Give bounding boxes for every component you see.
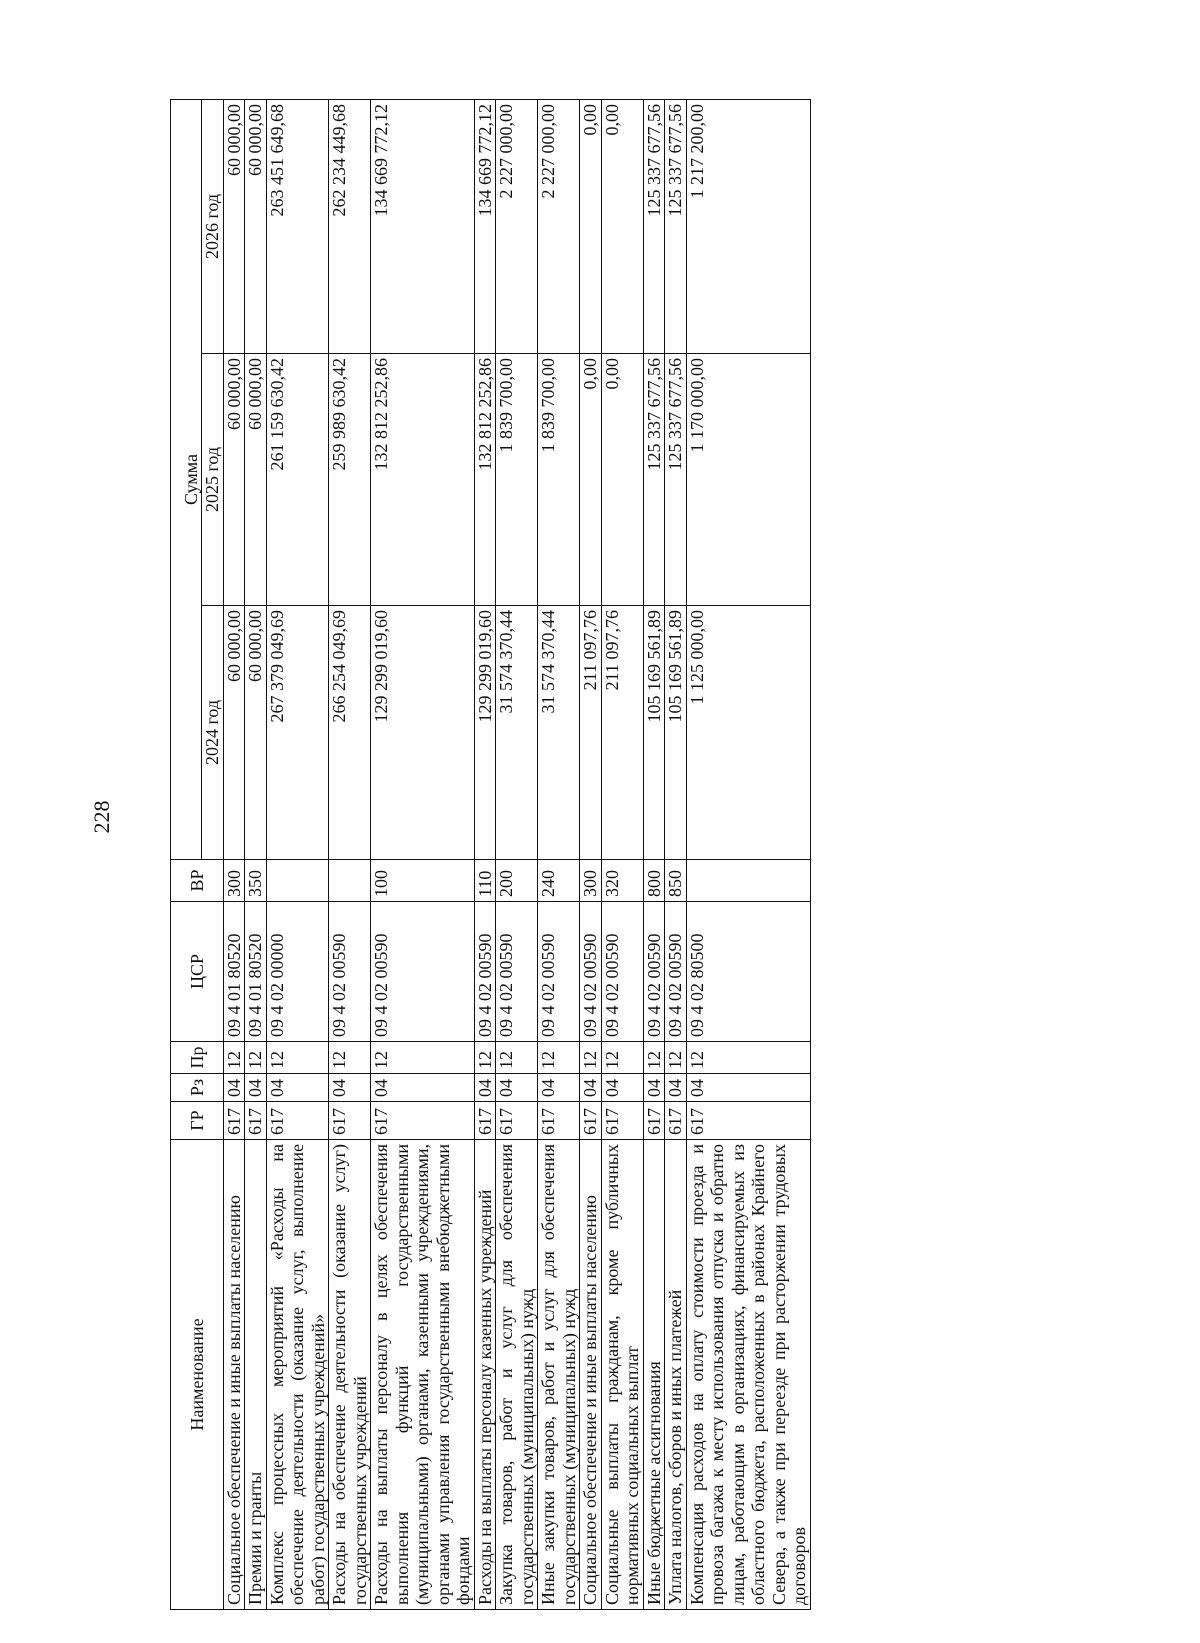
row-pr: 12 xyxy=(496,1042,538,1074)
table-header xyxy=(171,99,224,1609)
table-row xyxy=(329,99,371,1609)
row-sum-2025: 132 812 252,86 xyxy=(371,354,475,606)
row-gr: 617 xyxy=(371,1102,475,1140)
row-vr: 350 xyxy=(245,860,267,902)
row-rz: 04 xyxy=(223,1074,245,1102)
row-vr: 100 xyxy=(371,860,475,902)
row-sum-2026: 125 337 677,56 xyxy=(665,99,687,353)
row-pr: 12 xyxy=(223,1042,245,1074)
table-row xyxy=(496,99,538,1609)
row-sum-2026: 125 337 677,56 xyxy=(643,99,665,353)
row-name: Социальные выплаты гражданам, кроме публичных нормативных социальных выплат xyxy=(601,1140,643,1610)
table-row xyxy=(245,99,267,1609)
budget-table xyxy=(170,99,811,1610)
row-vr: 800 xyxy=(643,860,665,902)
row-sum-2024: 105 169 561,89 xyxy=(665,606,687,860)
row-gr: 617 xyxy=(601,1102,643,1140)
row-rz: 04 xyxy=(665,1074,687,1102)
row-name: Социальное обеспечение и иные выплаты населению xyxy=(223,1140,245,1610)
row-sum-2025: 259 989 630,42 xyxy=(329,354,371,606)
row-gr: 617 xyxy=(686,1102,810,1140)
row-gr: 617 xyxy=(329,1102,371,1140)
row-csr: 09 4 02 00000 xyxy=(266,902,329,1042)
header-csr: ЦСР xyxy=(171,902,224,1042)
row-csr: 09 4 02 00590 xyxy=(580,902,602,1042)
row-sum-2026: 0,00 xyxy=(601,99,643,353)
table-row xyxy=(665,99,687,1609)
row-gr: 617 xyxy=(665,1102,687,1140)
row-sum-2025: 0,00 xyxy=(601,354,643,606)
row-pr: 12 xyxy=(643,1042,665,1074)
row-sum-2026: 2 227 000,00 xyxy=(496,99,538,353)
row-pr: 12 xyxy=(601,1042,643,1074)
row-sum-2024: 267 379 049,69 xyxy=(266,606,329,860)
row-csr: 09 4 02 00590 xyxy=(474,902,496,1042)
row-sum-2026: 2 227 000,00 xyxy=(538,99,580,353)
table-row xyxy=(580,99,602,1609)
row-rz: 04 xyxy=(245,1074,267,1102)
header-vr: ВР xyxy=(171,860,224,902)
row-rz: 04 xyxy=(329,1074,371,1102)
header-gr: ГР xyxy=(171,1102,224,1140)
row-csr: 09 4 02 00590 xyxy=(329,902,371,1042)
row-sum-2026: 60 000,00 xyxy=(223,99,245,353)
row-vr xyxy=(329,860,371,902)
header-year-2024: 2024 год xyxy=(202,606,224,860)
row-sum-2025: 132 812 252,86 xyxy=(474,354,496,606)
row-pr: 12 xyxy=(329,1042,371,1074)
table-row xyxy=(371,99,475,1609)
row-pr: 12 xyxy=(538,1042,580,1074)
row-sum-2025: 125 337 677,56 xyxy=(643,354,665,606)
row-sum-2026: 134 669 772,12 xyxy=(474,99,496,353)
row-sum-2026: 263 451 649,68 xyxy=(266,99,329,353)
table-row xyxy=(266,99,329,1609)
row-sum-2024: 211 097,76 xyxy=(601,606,643,860)
row-sum-2026: 1 217 200,00 xyxy=(686,99,810,353)
row-vr: 240 xyxy=(538,860,580,902)
row-sum-2025: 60 000,00 xyxy=(245,354,267,606)
row-vr xyxy=(266,860,329,902)
row-rz: 04 xyxy=(686,1074,810,1102)
row-csr: 09 4 02 00590 xyxy=(665,902,687,1042)
header-name: Наименование xyxy=(171,1140,224,1610)
table-row xyxy=(643,99,665,1609)
table-row xyxy=(686,99,810,1609)
row-sum-2026: 60 000,00 xyxy=(245,99,267,353)
row-vr: 850 xyxy=(665,860,687,902)
row-pr: 12 xyxy=(371,1042,475,1074)
table-body xyxy=(223,99,810,1609)
row-gr: 617 xyxy=(223,1102,245,1140)
row-sum-2024: 105 169 561,89 xyxy=(643,606,665,860)
row-sum-2024: 129 299 019,60 xyxy=(371,606,475,860)
row-name: Расходы на обеспечение деятельности (оказание услуг) государственных учреждений xyxy=(329,1140,371,1610)
row-csr: 09 4 02 00590 xyxy=(371,902,475,1042)
table-row xyxy=(538,99,580,1609)
row-pr: 12 xyxy=(686,1042,810,1074)
row-rz: 04 xyxy=(496,1074,538,1102)
row-csr: 09 4 02 00590 xyxy=(538,902,580,1042)
row-pr: 12 xyxy=(266,1042,329,1074)
row-name: Иные бюджетные ассигнования xyxy=(643,1140,665,1610)
row-gr: 617 xyxy=(474,1102,496,1140)
row-sum-2024: 211 097,76 xyxy=(580,606,602,860)
row-gr: 617 xyxy=(643,1102,665,1140)
row-name: Уплата налогов, сборов и иных платежей xyxy=(665,1140,687,1610)
row-gr: 617 xyxy=(580,1102,602,1140)
row-gr: 617 xyxy=(496,1102,538,1140)
row-sum-2026: 262 234 449,68 xyxy=(329,99,371,353)
table-row xyxy=(223,99,245,1609)
row-name: Компенсация расходов на оплату стоимости проезда и провоза багажа к месту использования отпуска и обратно лицам, работающим в организациях, финансируемых из областного бюджета, расположенных в районах Крайнего Севера, а также при переезде при расторжении трудовых договоров xyxy=(686,1140,810,1610)
row-rz: 04 xyxy=(538,1074,580,1102)
row-vr: 300 xyxy=(580,860,602,902)
table-row xyxy=(474,99,496,1609)
row-sum-2024: 31 574 370,44 xyxy=(538,606,580,860)
row-csr: 09 4 02 00590 xyxy=(601,902,643,1042)
page-number: 228 xyxy=(89,800,114,834)
row-rz: 04 xyxy=(371,1074,475,1102)
row-vr: 300 xyxy=(223,860,245,902)
row-name: Социальное обеспечение и иные выплаты населению xyxy=(580,1140,602,1610)
row-sum-2024: 1 125 000,00 xyxy=(686,606,810,860)
row-csr: 09 4 01 80520 xyxy=(245,902,267,1042)
row-sum-2025: 1 170 000,00 xyxy=(686,354,810,606)
rotated-table-container xyxy=(170,100,985,1610)
row-csr: 09 4 02 80500 xyxy=(686,902,810,1042)
row-sum-2026: 0,00 xyxy=(580,99,602,353)
row-pr: 12 xyxy=(665,1042,687,1074)
row-sum-2025: 1 839 700,00 xyxy=(496,354,538,606)
table-row xyxy=(601,99,643,1609)
row-csr: 09 4 02 00590 xyxy=(496,902,538,1042)
row-rz: 04 xyxy=(643,1074,665,1102)
row-gr: 617 xyxy=(245,1102,267,1140)
row-sum-2024: 60 000,00 xyxy=(223,606,245,860)
row-sum-2024: 60 000,00 xyxy=(245,606,267,860)
row-rz: 04 xyxy=(580,1074,602,1102)
row-vr: 320 xyxy=(601,860,643,902)
row-name: Расходы на выплаты персоналу казенных учреждений xyxy=(474,1140,496,1610)
row-gr: 617 xyxy=(538,1102,580,1140)
row-sum-2026: 134 669 772,12 xyxy=(371,99,475,353)
row-sum-2025: 125 337 677,56 xyxy=(665,354,687,606)
row-sum-2024: 31 574 370,44 xyxy=(496,606,538,860)
row-rz: 04 xyxy=(266,1074,329,1102)
row-gr: 617 xyxy=(266,1102,329,1140)
row-sum-2025: 60 000,00 xyxy=(223,354,245,606)
row-name: Премии и гранты xyxy=(245,1140,267,1610)
row-vr xyxy=(686,860,810,902)
header-year-2026: 2026 год xyxy=(202,99,224,353)
row-pr: 12 xyxy=(474,1042,496,1074)
header-rz: Рз xyxy=(171,1074,224,1102)
row-name: Расходы на выплаты персоналу в целях обеспечения выполнения функций государственными (муниципальными) органами, казенными учреждениями, органами управления государственными внебюджетными фондами xyxy=(371,1140,475,1610)
row-sum-2025: 261 159 630,42 xyxy=(266,354,329,606)
row-sum-2025: 0,00 xyxy=(580,354,602,606)
row-vr: 110 xyxy=(474,860,496,902)
row-name: Закупка товаров, работ и услуг для обеспечения государственных (муниципальных) нужд xyxy=(496,1140,538,1610)
row-sum-2025: 1 839 700,00 xyxy=(538,354,580,606)
row-sum-2024: 266 254 049,69 xyxy=(329,606,371,860)
row-name: Комплекс процессных мероприятий «Расходы на обеспечение деятельности (оказание услуг, выполнение работ) государственных учреждений» xyxy=(266,1140,329,1610)
row-name: Иные закупки товаров, работ и услуг для обеспечения государственных (муниципальных) нужд xyxy=(538,1140,580,1610)
row-rz: 04 xyxy=(474,1074,496,1102)
row-rz: 04 xyxy=(601,1074,643,1102)
row-sum-2024: 129 299 019,60 xyxy=(474,606,496,860)
row-pr: 12 xyxy=(245,1042,267,1074)
row-csr: 09 4 01 80520 xyxy=(223,902,245,1042)
header-year-2025: 2025 год xyxy=(202,354,224,606)
header-sum: Сумма xyxy=(171,99,202,859)
row-vr: 200 xyxy=(496,860,538,902)
row-pr: 12 xyxy=(580,1042,602,1074)
row-csr: 09 4 02 00590 xyxy=(643,902,665,1042)
header-pr: Пр xyxy=(171,1042,224,1074)
